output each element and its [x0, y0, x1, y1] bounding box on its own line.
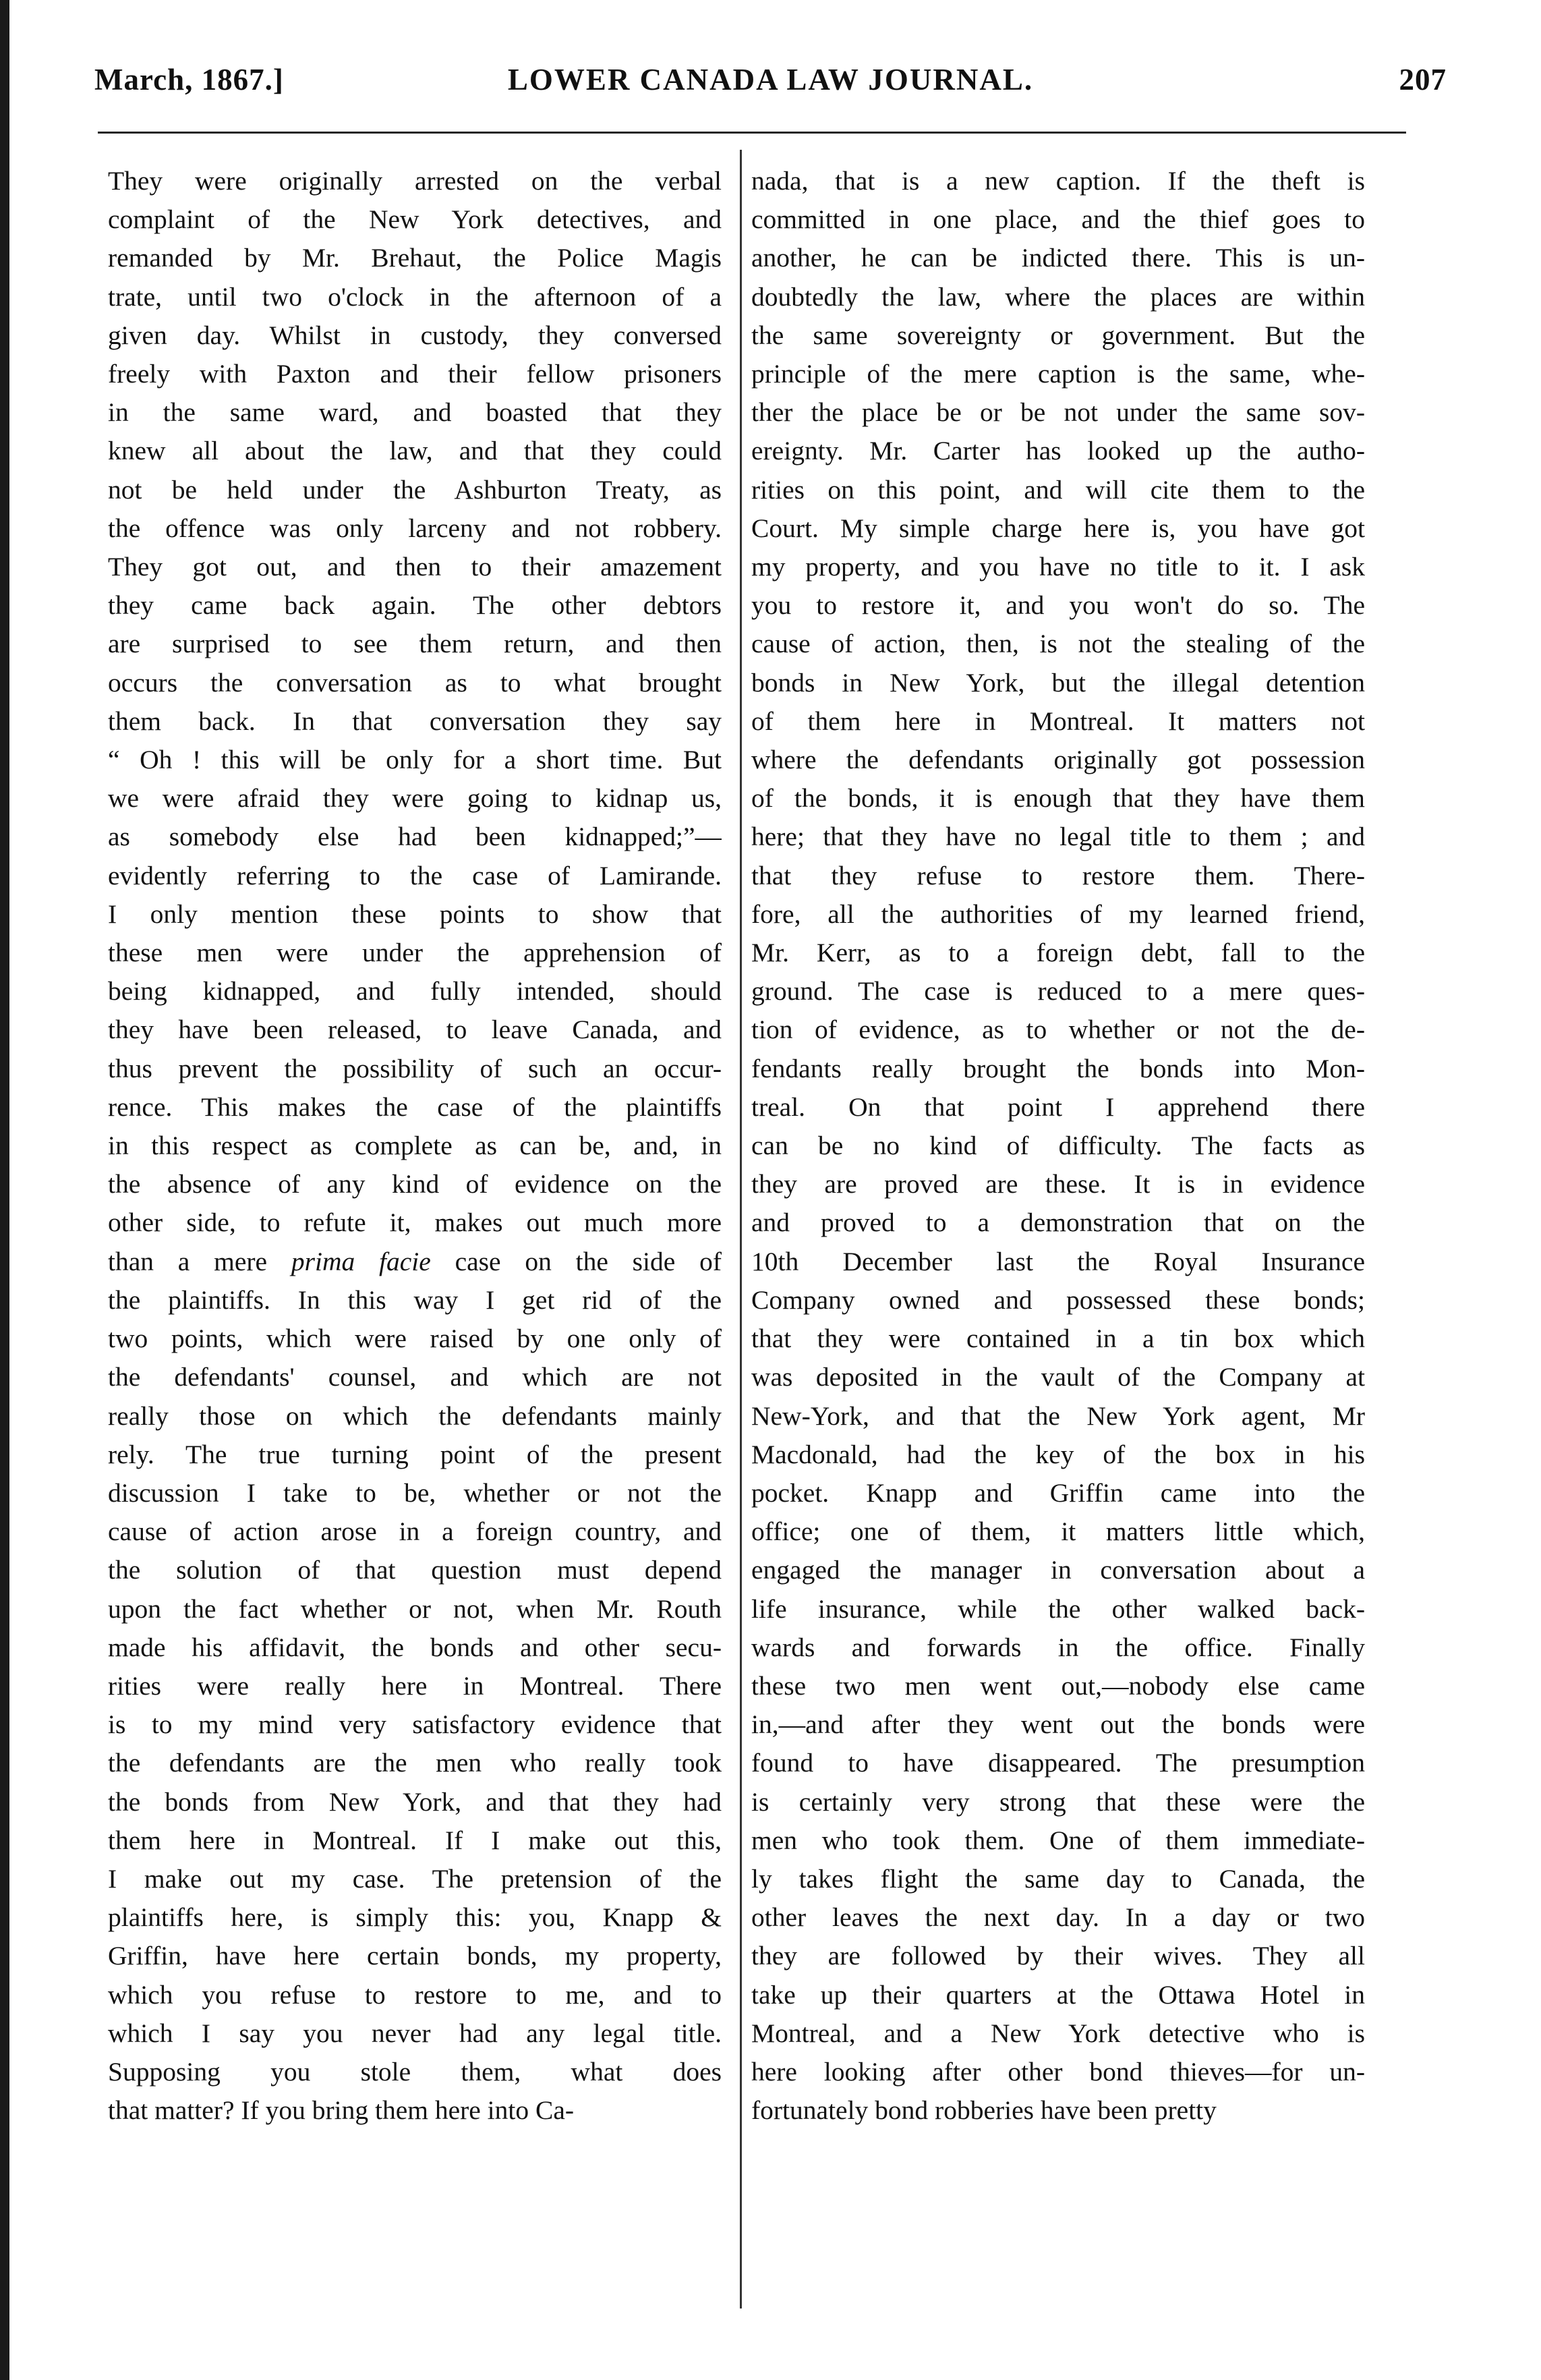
text-line: doubtedly the law, where the places are within — [751, 281, 1365, 312]
text-line: another, he can be indicted there. This is un- — [751, 243, 1365, 273]
text-line: other leaves the next day. In a day or two — [751, 1902, 1365, 1933]
text-line: of them here in Montreal. It matters not — [751, 706, 1365, 736]
text-line: committed in one place, and the thief goes to — [751, 204, 1365, 235]
text-line: treal. On that point I apprehend there — [751, 1092, 1365, 1122]
column-divider — [740, 150, 742, 2308]
text-line: They were originally arrested on the verbal — [108, 166, 722, 196]
text-line: “ Oh ! this will be only for a short time. But — [108, 745, 722, 775]
text-line: them here in Montreal. If I make out this, — [108, 1825, 722, 1855]
text-line: are surprised to see them return, and then — [108, 629, 722, 659]
text-line: made his affidavit, the bonds and other secu- — [108, 1632, 722, 1662]
journal-title: LOWER CANADA LAW JOURNAL. — [507, 63, 1034, 96]
text-line: principle of the mere caption is the same, whe- — [751, 359, 1365, 389]
text-line: in the same ward, and boasted that they — [108, 397, 722, 428]
text-line: where the defendants originally got possession — [751, 745, 1365, 775]
text-line: Company owned and possessed these bonds; — [751, 1284, 1365, 1315]
text-line: the offence was only larceny and not robbery. — [108, 513, 722, 543]
text-line: 10th December last the Royal Insurance — [751, 1246, 1365, 1276]
text-line: rities were really here in Montreal. There — [108, 1670, 722, 1701]
text-line: that matter? If you bring them here into Ca- — [108, 2095, 575, 2126]
text-line: that they were contained in a tin box which — [751, 1324, 1365, 1354]
text-line: that they refuse to restore them. There- — [751, 860, 1365, 890]
page-number: 207 — [1399, 63, 1447, 96]
text-line: discussion I take to be, whether or not the — [108, 1477, 722, 1508]
right-column — [751, 162, 1365, 2130]
text-line: ly takes flight the same day to Canada, the — [751, 1863, 1365, 1894]
text-line: found to have disappeared. The presumption — [751, 1748, 1365, 1778]
text-line: take up their quarters at the Ottawa Hotel in — [751, 1979, 1365, 2010]
text-line: is certainly very strong that these were the — [751, 1786, 1365, 1817]
text-line: really those on which the defendants mainly — [108, 1400, 722, 1431]
text-line: these two men went out,—nobody else came — [751, 1670, 1365, 1701]
text-line: office; one of them, it matters little which, — [751, 1517, 1365, 1547]
text-line: of the bonds, it is enough that they have them — [751, 783, 1365, 814]
text-line: ereignty. Mr. Carter has looked up the autho- — [751, 436, 1365, 466]
text-line: the plaintiffs. In this way I get rid of the — [108, 1284, 722, 1315]
text-line: Mr. Kerr, as to a foreign debt, fall to the — [751, 938, 1365, 968]
text-line: the defendants' counsel, and which are not — [108, 1362, 722, 1392]
text-line: New-York, and that the New York agent, Mr — [751, 1400, 1365, 1431]
text-line: here; that they have no legal title to them ; and — [751, 822, 1365, 852]
text-line: Court. My simple charge here is, you have got — [751, 513, 1365, 543]
text-line: I only mention these points to show that — [108, 899, 722, 929]
text-line: not be held under the Ashburton Treaty, as — [108, 474, 722, 505]
text-line: my property, and you have no title to it. I ask — [751, 552, 1365, 582]
text-line: you to restore it, and you won't do so. The — [751, 590, 1365, 621]
text-line: fortunately bond robberies have been pretty — [751, 2095, 1217, 2126]
header-date: March, 1867.] — [94, 63, 284, 96]
text-line: wards and forwards in the office. Finally — [751, 1632, 1365, 1662]
text-line: is to my mind very satisfactory evidence that — [108, 1709, 722, 1740]
text-line: in,—and after they went out the bonds were — [751, 1709, 1365, 1740]
text-line: the defendants are the men who really took — [108, 1748, 722, 1778]
text-line: fore, all the authorities of my learned friend, — [751, 899, 1365, 929]
text-line: which you refuse to restore to me, and to — [108, 1979, 722, 2010]
text-line: two points, which were raised by one only of — [108, 1324, 722, 1354]
text-line: men who took them. One of them immediate- — [751, 1825, 1365, 1855]
text-line: trate, until two o'clock in the afternoon of a — [108, 281, 722, 312]
text-line: than a mere prima facie case on the side of — [108, 1246, 722, 1276]
text-line: nada, that is a new caption. If the theft is — [751, 166, 1365, 196]
text-line: Supposing you stole them, what does — [108, 2056, 722, 2087]
text-line: we were afraid they were going to kidnap us, — [108, 783, 722, 814]
text-line: the bonds from New York, and that they had — [108, 1786, 722, 1817]
text-line: occurs the conversation as to what brought — [108, 667, 722, 698]
text-line: thus prevent the possibility of such an occur- — [108, 1053, 722, 1083]
text-line: engaged the manager in conversation about a — [751, 1555, 1365, 1585]
text-line: I make out my case. The pretension of the — [108, 1863, 722, 1894]
header-rule — [98, 132, 1406, 134]
text-line: given day. Whilst in custody, they conversed — [108, 320, 722, 350]
text-line: fendants really brought the bonds into Mon- — [751, 1053, 1365, 1083]
text-line: upon the fact whether or not, when Mr. Routh — [108, 1593, 722, 1624]
text-line: other side, to refute it, makes out much more — [108, 1208, 722, 1238]
text-line: cause of action arose in a foreign country, and — [108, 1517, 722, 1547]
text-line: pocket. Knapp and Griffin came into the — [751, 1477, 1365, 1508]
running-header — [94, 62, 1447, 109]
text-line: the absence of any kind of evidence on the — [108, 1169, 722, 1199]
text-line: here looking after other bond thieves—for un- — [751, 2056, 1365, 2087]
text-line: They got out, and then to their amazement — [108, 552, 722, 582]
italic-phrase: prima facie — [291, 1246, 431, 1276]
text-line: and proved to a demonstration that on the — [751, 1208, 1365, 1238]
text-line: ther the place be or be not under the same sov- — [751, 397, 1365, 428]
text-line: rely. The true turning point of the present — [108, 1439, 722, 1469]
text-line: they are followed by their wives. They all — [751, 1941, 1365, 1971]
text-line: rities on this point, and will cite them to the — [751, 474, 1365, 505]
text-line: was deposited in the vault of the Company at — [751, 1362, 1365, 1392]
text-line: in this respect as complete as can be, and, in — [108, 1131, 722, 1161]
text-line: these men were under the apprehension of — [108, 938, 722, 968]
text-line: Macdonald, had the key of the box in his — [751, 1439, 1365, 1469]
text-line: they are proved are these. It is in evidence — [751, 1169, 1365, 1199]
text-line: they have been released, to leave Canada, and — [108, 1015, 722, 1045]
text-line: tion of evidence, as to whether or not the de- — [751, 1015, 1365, 1045]
left-column — [108, 162, 722, 2130]
text-line: being kidnapped, and fully intended, should — [108, 976, 722, 1007]
text-line: the same sovereignty or government. But the — [751, 320, 1365, 350]
text-line: which I say you never had any legal title. — [108, 2018, 722, 2048]
text-line: the solution of that question must depend — [108, 1555, 722, 1585]
text-line: ground. The case is reduced to a mere ques- — [751, 976, 1365, 1007]
text-line: plaintiffs here, is simply this: you, Knapp & — [108, 1902, 722, 1933]
text-line: life insurance, while the other walked back- — [751, 1593, 1365, 1624]
text-line: remanded by Mr. Brehaut, the Police Magis — [108, 243, 722, 273]
text-line: Griffin, have here certain bonds, my property, — [108, 1941, 722, 1971]
text-line: knew all about the law, and that they could — [108, 436, 722, 466]
text-line: as somebody else had been kidnapped;”— — [108, 822, 722, 852]
text-line: bonds in New York, but the illegal detention — [751, 667, 1365, 698]
text-line: they came back again. The other debtors — [108, 590, 722, 621]
text-line: can be no kind of difficulty. The facts as — [751, 1131, 1365, 1161]
text-line: Montreal, and a New York detective who is — [751, 2018, 1365, 2048]
text-line: freely with Paxton and their fellow prisoners — [108, 359, 722, 389]
scan-edge-shadow — [0, 0, 9, 2380]
text-line: evidently referring to the case of Lamirande. — [108, 860, 722, 890]
text-line: complaint of the New York detectives, and — [108, 204, 722, 235]
text-line: rence. This makes the case of the plaintiffs — [108, 1092, 722, 1122]
text-line: them back. In that conversation they say — [108, 706, 722, 736]
text-line: cause of action, then, is not the stealing of the — [751, 629, 1365, 659]
